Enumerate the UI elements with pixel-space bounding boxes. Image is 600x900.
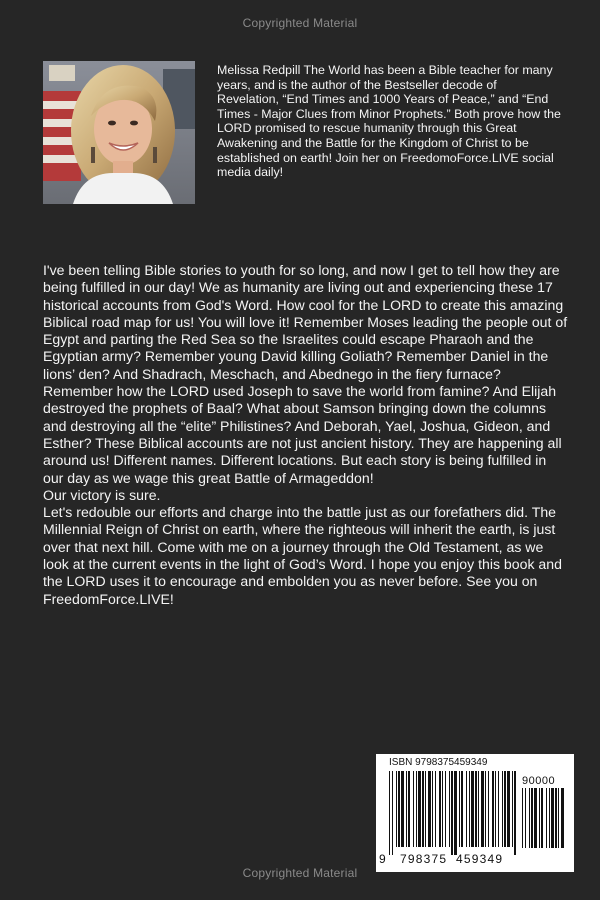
barcode-bar (469, 771, 470, 847)
barcode-bar (475, 771, 477, 847)
barcode-bar (485, 771, 486, 847)
barcode-bar (534, 788, 537, 848)
barcode-bar (561, 788, 564, 848)
barcode-bar (504, 771, 506, 847)
barcode-bar (406, 771, 407, 847)
author-portrait-image (43, 61, 195, 204)
barcode-bar (389, 771, 390, 855)
barcode-bar (492, 771, 494, 847)
barcode-bar (546, 788, 547, 848)
barcode-bar (413, 771, 414, 847)
barcode-bar (454, 771, 457, 855)
barcode-bar (401, 771, 404, 847)
barcode-bar (507, 771, 510, 847)
author-photo (43, 61, 195, 204)
barcode-bar (435, 771, 436, 847)
barcode-bar (522, 788, 523, 848)
description-paragraph: Let's redouble our efforts and charge into the battle just as our forefathers did. The Millennial Reign of Christ on earth, where the righteous will inherit the earth, is just over that next hill. Come with me on a journey through the Old Testament, as we look at the current events in the light of God’s Word. I hope you enjoy this book and the LORD uses it to encourage and embolden you as never before. See you on FreedomForce.LIVE! (43, 504, 562, 607)
barcode-bar (502, 771, 503, 847)
barcode-bar (416, 771, 417, 847)
barcode-bar (408, 771, 410, 847)
barcode-bar (459, 771, 460, 847)
barcode-bar (418, 771, 421, 847)
barcode-bar (512, 771, 513, 847)
barcode-bar (549, 788, 550, 848)
barcode-bar (541, 788, 543, 848)
barcode-bar (481, 771, 484, 847)
barcode-bar (428, 771, 431, 847)
barcode-bar (558, 788, 559, 848)
barcode-bar (514, 771, 516, 855)
barcode-bar (392, 771, 393, 855)
barcode-bar (555, 788, 557, 848)
barcode-bar (425, 771, 426, 847)
barcode-bar (529, 788, 530, 848)
barcode-bar (449, 771, 450, 847)
barcode-bar (398, 771, 400, 847)
isbn-barcode (376, 754, 574, 872)
ean-left-digits: 798375 (400, 852, 448, 866)
barcode-bar (439, 771, 441, 847)
barcode-bar (498, 771, 499, 847)
barcode-bar (432, 771, 433, 847)
barcode-bar (531, 788, 533, 848)
barcode-bar (478, 771, 479, 847)
ean-right-digits: 459349 (456, 852, 504, 866)
barcode-bar (422, 771, 424, 847)
ean-first-digit: 9 (379, 852, 386, 866)
author-bio: Melissa Redpill The World has been a Bible teacher for many years, and is the author of the Bestseller decode of Revelation, “End Times and 1000 Years of Peace,” and “End Times - Major Clues from Minor Prophets.” Both prove how the LORD promised to rescue humanity through this Great Awakening and the Battle for the Kingdom of Christ to be established on earth! Join her on FreedomoForce.LIVE social media daily! (217, 63, 561, 180)
barcode-bar (525, 788, 526, 848)
barcode-bar (495, 771, 496, 847)
barcode-bar (442, 771, 443, 847)
barcode-bar (466, 771, 467, 847)
ean-barcode-bars (389, 771, 517, 855)
description-paragraph: Our victory is sure. (43, 486, 161, 503)
barcode-bar (461, 771, 463, 847)
barcode-bar (396, 771, 397, 847)
copyright-watermark-top: Copyrighted Material (242, 16, 358, 30)
copyright-watermark-bottom: Copyrighted Material (242, 866, 358, 880)
price-code-label: 90000 (522, 775, 556, 787)
back-cover-description (43, 262, 568, 608)
barcode-bar (551, 788, 554, 848)
barcode-bar (539, 788, 540, 848)
barcode-bar (445, 771, 446, 847)
isbn-label: ISBN 9798375459349 (389, 757, 488, 768)
price-barcode-bars (522, 788, 566, 856)
barcode-bar (471, 771, 474, 847)
barcode-bar (488, 771, 489, 847)
barcode-bar (451, 771, 453, 855)
description-paragraph: I've been telling Bible stories to youth for so long, and now I get to tell how they are being fulfilled in our day! We as humanity are living out and experiencing these 17 historical accounts from God's Word. How cool for the LORD to create this amazing Biblical road map for us! You will love it! Remember Moses leading the people out of Egypt and parting the Red Sea so the Israelites could escape Pharaoh and the Egyptian army? Remember young David killing Goliath? Remember Daniel in the lions’ den? And Shadrach, Meschach, and Abednego in the fiery furnace? Remember how the LORD used Joseph to save the world from famine? And Elijah destroyed the prophets of Baal? What about Samson bringing down the columns and destroying all the “elite” Philistines? And Deborah, Yael, Joshua, Gideon, and Esther? These Biblical accounts are not just ancient history. They are happening all around us! Different names. Different locations. But each story is being fulfilled in our day as we wage this great Battle of Armageddon! (43, 262, 568, 486)
